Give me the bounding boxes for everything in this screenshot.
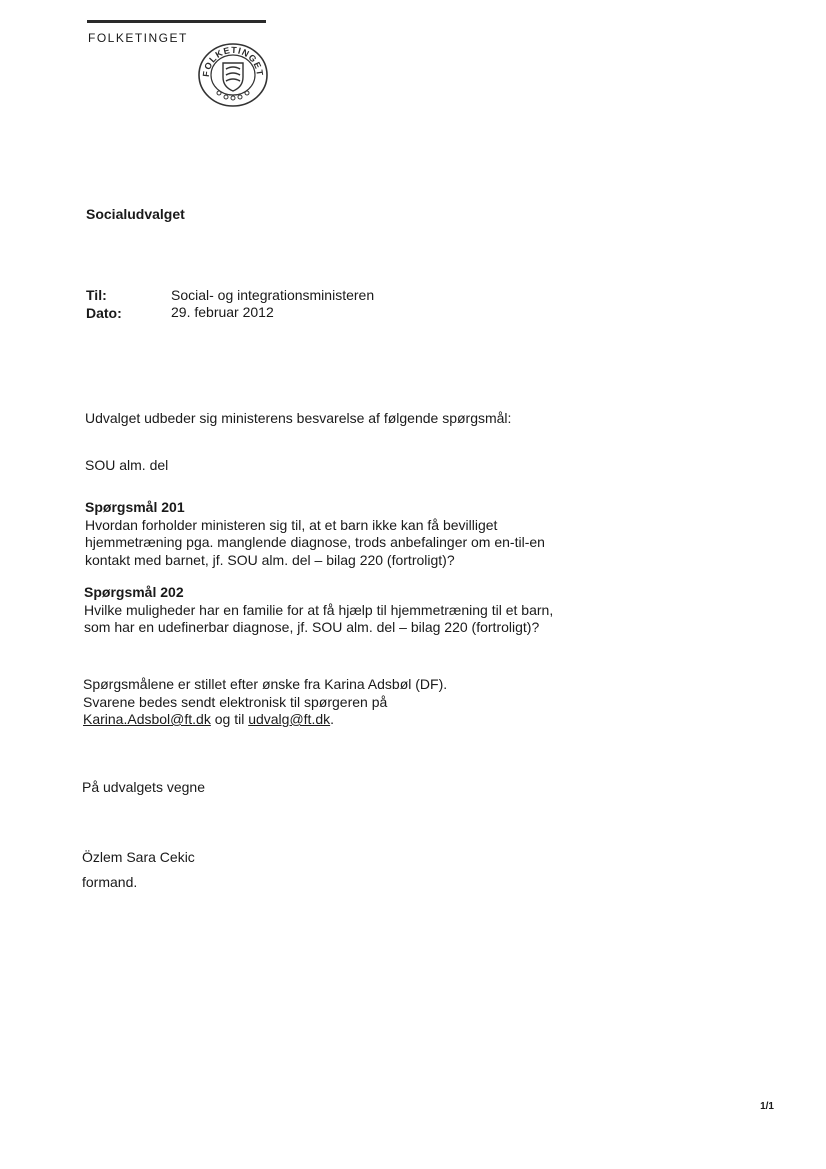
closing-line-2: Svarene bedes sendt elektronisk til spørgeren på	[83, 693, 388, 710]
date-value: 29. februar 2012	[171, 304, 274, 320]
seal-inscription: FOLKETINGET	[200, 44, 266, 78]
institution-name: FOLKETINGET	[88, 31, 188, 45]
question-202	[84, 584, 553, 637]
signatory-role: formand.	[82, 874, 138, 890]
closing-line-1: Spørgsmålene er stillet efter ønske fra Karina Adsbøl (DF).	[83, 676, 448, 692]
parliament-seal-icon	[197, 43, 269, 107]
question-line: kontakt med barnet, jf. SOU alm. del – bilag 220 (fortroligt)?	[85, 551, 455, 568]
question-line: hjemmetræning pga. manglende diagnose, trods anbefalinger om en-til-en	[85, 534, 545, 550]
closing-line-3	[83, 711, 447, 729]
to-label: Til:	[86, 287, 107, 303]
closing-connector: og til	[210, 711, 249, 727]
to-value: Social- og integrationsministeren	[171, 287, 375, 303]
page-number: 1/1	[760, 1101, 774, 1112]
question-line: Hvilke muligheder har en familie for at få hjælp til hjemmetræning til et barn,	[84, 601, 554, 618]
date-label: Dato:	[86, 305, 122, 321]
on-behalf-text: På udvalgets vegne	[82, 779, 205, 795]
question-line: Hvordan forholder ministeren sig til, at et barn ikke kan få bevilliget	[85, 516, 498, 533]
intro-text: Udvalget udbeder sig ministerens besvarelse af følgende spørgsmål:	[85, 410, 512, 426]
question-201	[85, 499, 545, 569]
signatory-name: Özlem Sara Cekic	[82, 849, 195, 865]
closing-block	[83, 676, 447, 729]
committee-name: Socialudvalget	[86, 206, 185, 222]
question-title: Spørgsmål 202	[84, 584, 184, 600]
question-title: Spørgsmål 201	[85, 499, 185, 515]
question-line: som har en udefinerbar diagnose, jf. SOU alm. del – bilag 220 (fortroligt)?	[84, 619, 540, 635]
email-link-udvalg[interactable]: udvalg@ft.dk	[248, 711, 331, 727]
reference-text: SOU alm. del	[85, 457, 169, 473]
header-rule	[87, 20, 266, 23]
email-link-karina[interactable]: Karina.Adsbol@ft.dk	[83, 711, 211, 727]
closing-end: .	[330, 711, 335, 727]
